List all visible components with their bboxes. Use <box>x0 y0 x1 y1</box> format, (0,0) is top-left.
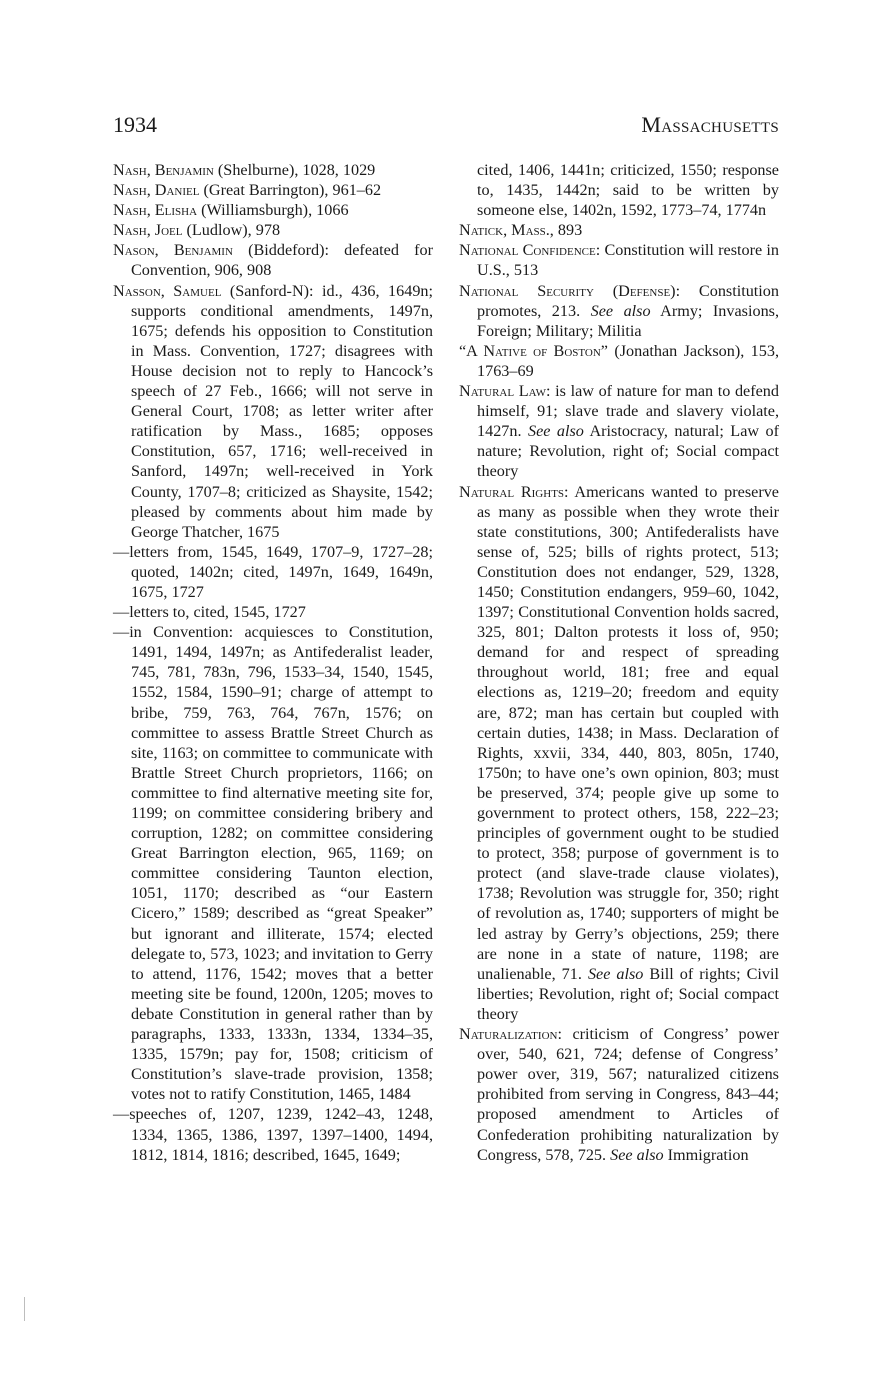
entry-text: , 893 <box>549 221 583 240</box>
entry-heading: Nash, Benjamin <box>113 161 214 179</box>
running-head: Massachusetts <box>641 112 779 137</box>
entry-text: (Jonathan Jackson), 153, 1763–69 <box>477 341 779 380</box>
entry-text: : criticism of Congress’ power over, 540, 621, 724; defense of Congress’ power over, 319, 567; naturalized citizens prohibited from serving in Congress, 843–44; proposed amendment to Articles of Confederation prohibiting naturalization by Congress, 578, 725. <box>477 1025 779 1164</box>
see-also-targets: Army; Invasions, Foreign; Military; Militia <box>477 301 780 340</box>
index-entry <box>459 381 779 481</box>
entry-text: (Ludlow), 978 <box>182 221 281 240</box>
index-entry <box>459 281 779 341</box>
entry-heading: Nash, Elisha <box>113 201 198 220</box>
see-also-reference: See also <box>527 422 584 441</box>
entry-text: (Sanford-N): id., 436, 1649n; supports conditional amendments, 1497n, 1675; defends his opposition to Constitution in Mass. Convention, 1727; disagrees with House decision not to reply to Hancock’s speech of 27 Feb., 1666; will not serve in General Court, 1708; as letter writer after ratification by Mass., 1685; opposes Constitution, 657, 1716; well-received in Sanford, 1497n; well-received in York County, 1707–8; criticized as Shaysite, 1542; pleased by comments about him made by George Thatcher, 1675 <box>131 281 433 541</box>
entry-heading: Natural Rights <box>459 482 565 501</box>
see-also-reference: See also <box>590 301 651 320</box>
index-entry <box>113 622 433 1104</box>
page-header <box>113 112 779 142</box>
index-entry <box>459 160 779 220</box>
entry-text: : Constitution promotes, 213. <box>477 281 779 320</box>
index-entry <box>113 180 433 200</box>
entry-text: : Americans wanted to preserve as many as possible when they wrote their state constitutions, 300; Antifederalists have sense of, 525; bills of rights protect, 513; Constitution does not endanger, 529, 1328, 1450; Constitution endangers, 959–60, 1042, 1397; Constitutional Convention holds sacred, 325, 801; Dalton protests it loss of, 950; demand for and respect of spreading throughout world, 181; free and equal elections as, 1219–20; freedom and equity are, 872; man has certain but coupled with certain duties, 1438; in Mass. Declaration of Rights, xxvii, 334, 440, 803, 805n, 1740, 1750n; to have one’s own opinion, 803; must be preserved, 374; people give up some to government to protect others, 158, 222–23; principles of government ought to be studied to protect, 358; purpose of government is to protect (and slave-trade clause violates), 1738; Revolution was struggle for, 350; right of revolution as, 1740; supporters of might be led astray by Gerry’s objections, 259; there are none in a state of nature, 1198; are unalienable, 71. <box>477 482 779 983</box>
entry-text: —speeches of, 1207, 1239, 1242–43, 1248, 1334, 1365, 1386, 1397, 1397–1400, 1494, 1812, 1814, 1816; described, 1645, 1649; <box>113 1105 433 1164</box>
index-entry <box>113 240 433 280</box>
see-also-targets: Immigration <box>663 1145 749 1164</box>
entry-heading: Nash, Joel <box>113 221 183 240</box>
index-entry <box>113 542 433 602</box>
index-entry <box>113 1104 433 1164</box>
entry-heading: Nason, Benjamin <box>113 241 233 260</box>
index-entry <box>113 160 433 180</box>
entry-heading: Natick, Mass. <box>459 221 550 240</box>
entry-text: (Biddeford): defeated for Convention, 906, 908 <box>131 241 433 280</box>
entry-text: cited, 1406, 1441n; criticized, 1550; response to, 1435, 1442n; said to be written by someone else, 1402n, 1592, 1773–74, 1774n <box>477 161 779 220</box>
index-entry <box>459 341 779 381</box>
entry-text: —in Convention: acquiesces to Constitution, 1491, 1494, 1497n; as Antifederalist leader, 745, 781, 783n, 796, 1533–34, 1540, 1545, 1552, 1584, 1590–91; charge of attempt to bribe, 759, 763, 764, 767n, 1576; on committee to assess Brattle Street Church as site, 1163; on committee to communicate with Brattle Street Church proprietors, 1166; on committee to find alternative meeting site for, 1199; on committee considering bribery and corruption, 1282; on committee considering Great Barrington election, 965, 1169; on committee considering Taunton election, 1051, 1170; described as “our Eastern Cicero,” 1589; described as “great Speaker” but ignorant and illiterate, 1574; elected delegate to, 573, 1023; and invitation to Gerry to attend, 1176, 1542; moves that a better meeting site be found, 1200n, 1205; moves to debate Constitution in general rather than by paragraphs, 1333, 1333n, 1334, 1334–35, 1335, 1579n; pay for, 1508; criticism of Constitution’s slave-trade provision, 1358; votes not to ratify Constitution, 1465, 1484 <box>113 623 433 1104</box>
index-entry <box>459 240 779 280</box>
page-number: 1934 <box>113 112 157 137</box>
index-entry <box>459 482 779 1025</box>
see-also-reference: See also <box>610 1145 664 1164</box>
see-also-targets: Aristocracy, natural; Law of nature; Revolution, right of; Social compact theory <box>477 422 780 481</box>
entry-text: : is law of nature for man to defend himself, 91; slave trade and slavery violate, 1427n. <box>477 382 779 441</box>
margin-mark <box>24 1297 25 1321</box>
entry-heading: National Confidence <box>459 241 596 260</box>
entry-heading: Nash, Daniel <box>113 181 200 200</box>
entry-text: (Williamsburgh), 1066 <box>197 201 349 220</box>
left-column <box>113 160 433 1165</box>
entry-heading: National Security (Defense) <box>459 281 676 300</box>
index-entry <box>459 220 779 240</box>
index-entry <box>113 281 433 542</box>
entry-heading: Naturalization <box>459 1025 558 1044</box>
entry-text: —letters from, 1545, 1649, 1707–9, 1727–28; quoted, 1402n; cited, 1497n, 1649, 1649n, 1675, 1727 <box>113 542 433 601</box>
index-entry <box>113 602 433 622</box>
entry-heading: Natural Law <box>459 382 547 401</box>
entry-heading: Nasson, Samuel <box>113 281 222 300</box>
entry-text: : Constitution will restore in U.S., 513 <box>477 241 779 280</box>
index-entry <box>459 1024 779 1165</box>
index-entry <box>113 220 433 240</box>
entry-text: (Shelburne), 1028, 1029 <box>213 161 376 179</box>
see-also-targets: Bill of rights; Civil liberties; Revolution, right of; Social compact theory <box>477 964 780 1023</box>
entry-text: —letters to, cited, 1545, 1727 <box>113 603 306 622</box>
right-column <box>459 160 779 1165</box>
entry-heading: “A Native of Boston” <box>459 341 608 360</box>
index-entry <box>113 200 433 220</box>
see-also-reference: See also <box>587 964 644 983</box>
entry-text: (Great Barrington), 961–62 <box>199 181 382 200</box>
